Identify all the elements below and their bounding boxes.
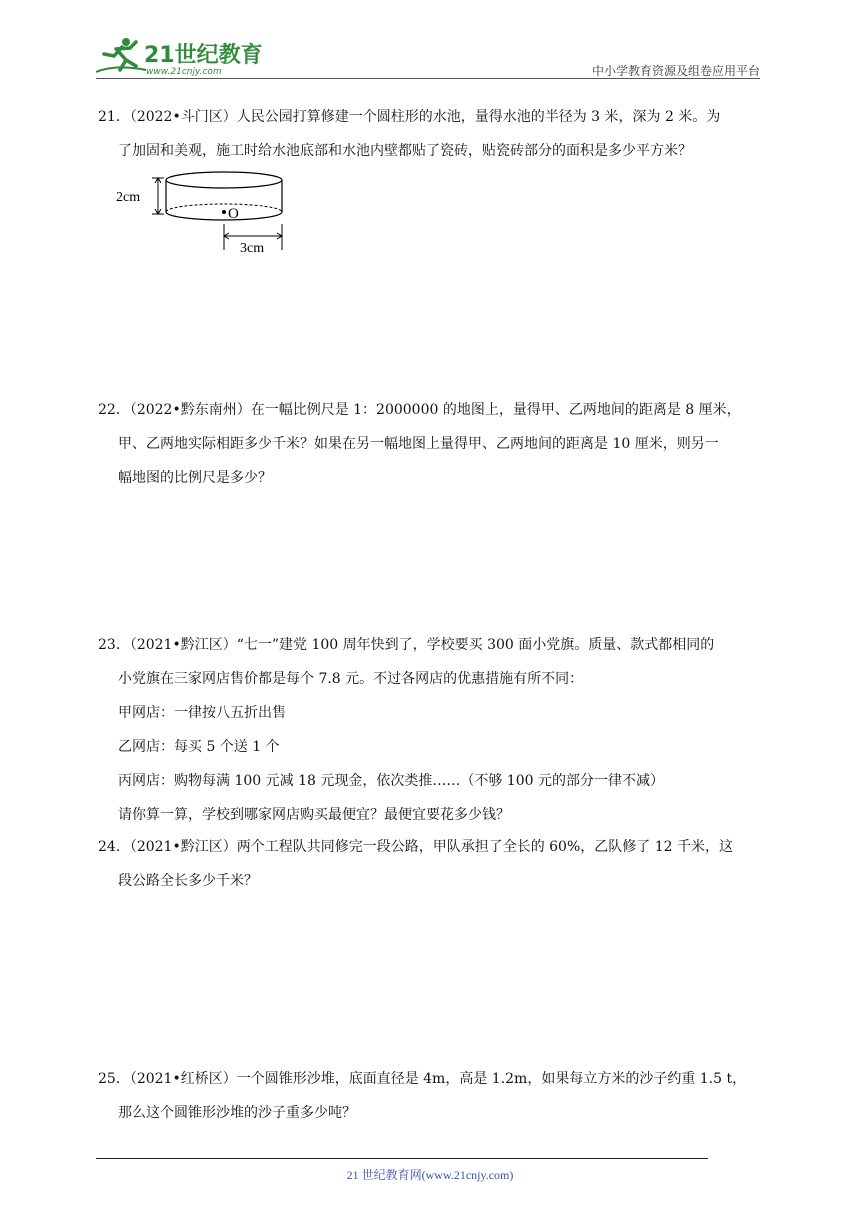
question-25 [98, 1062, 766, 1130]
platform-name: 中小学教育资源及组卷应用平台 [591, 64, 760, 78]
question-line: 了加固和美观，施工时给水池底部和水池内壁都贴了瓷砖，贴瓷砖部分的面积是多少平方米？ [118, 143, 692, 159]
question-22 [98, 393, 766, 495]
question-line: 甲、乙两地实际相距多少千米？如果在另一幅地图上量得甲、乙两地间的距离是 10 厘米，则另一 [118, 436, 719, 452]
question-line: 幅地图的比例尺是多少？ [118, 470, 272, 486]
footer-text: 21 世纪教育网(www.21cnjy.com) [346, 1168, 514, 1182]
question-line: 甲网店：一律按八五折出售 [118, 705, 286, 721]
question-line: 请你算一算，学校到哪家网店购买最便宜？最便宜要花多少钱？ [118, 807, 510, 823]
question-line: 22．（2022•黔东南州）在一幅比例尺是 1：2000000 的地图上，量得甲、乙两地间的距离是 8 厘米， [98, 402, 741, 418]
question-line: 25．（2021•红桥区）一个圆锥形沙堆，底面直径是 4m，高是 1.2m，如果每立方米的沙子约重 1.5 t， [98, 1071, 747, 1087]
question-line: 23．（2021•黔江区）“七一”建党 100 周年快到了，学校要买 300 面小党旗。质量、款式都相同的 [98, 637, 715, 653]
page-header [96, 32, 760, 80]
question-24 [98, 830, 766, 898]
radius-label: 3cm [240, 241, 265, 256]
height-label: 2cm [116, 190, 141, 205]
question-21 [98, 100, 766, 168]
question-line: 那么这个圆锥形沙堆的沙子重多少吨？ [118, 1105, 356, 1121]
question-line: 小党旗在三家网店售价都是每个 7.8 元。不过各网店的优惠措施有所不同： [118, 671, 584, 687]
footer-divider [96, 1158, 708, 1159]
svg-text:21世纪教育: 21世纪教育 [144, 43, 263, 68]
logo-icon [96, 36, 266, 76]
question-23 [98, 628, 766, 832]
question-line: 乙网店：每买 5 个送 1 个 [118, 739, 280, 755]
site-logo [96, 36, 266, 76]
center-label: O [228, 206, 239, 222]
question-line: 21．（2022•斗门区）人民公园打算修建一个圆柱形的水池，量得水池的半径为 3 米，深为 2 米。为 [98, 109, 721, 125]
question-line: 24．（2021•黔江区）两个工程队共同修完一段公路，甲队承担了全长的 60%，乙队修了 12 千米，这 [98, 839, 733, 855]
svg-text:www.21cnjy.com: www.21cnjy.com [146, 67, 222, 76]
cylinder-figure [114, 168, 294, 258]
header-divider [96, 78, 760, 79]
question-line: 丙网店：购物每满 100 元减 18 元现金，依次类推……（不够 100 元的部分一律不减） [118, 773, 664, 789]
question-line: 段公路全长多少千米？ [118, 873, 258, 889]
